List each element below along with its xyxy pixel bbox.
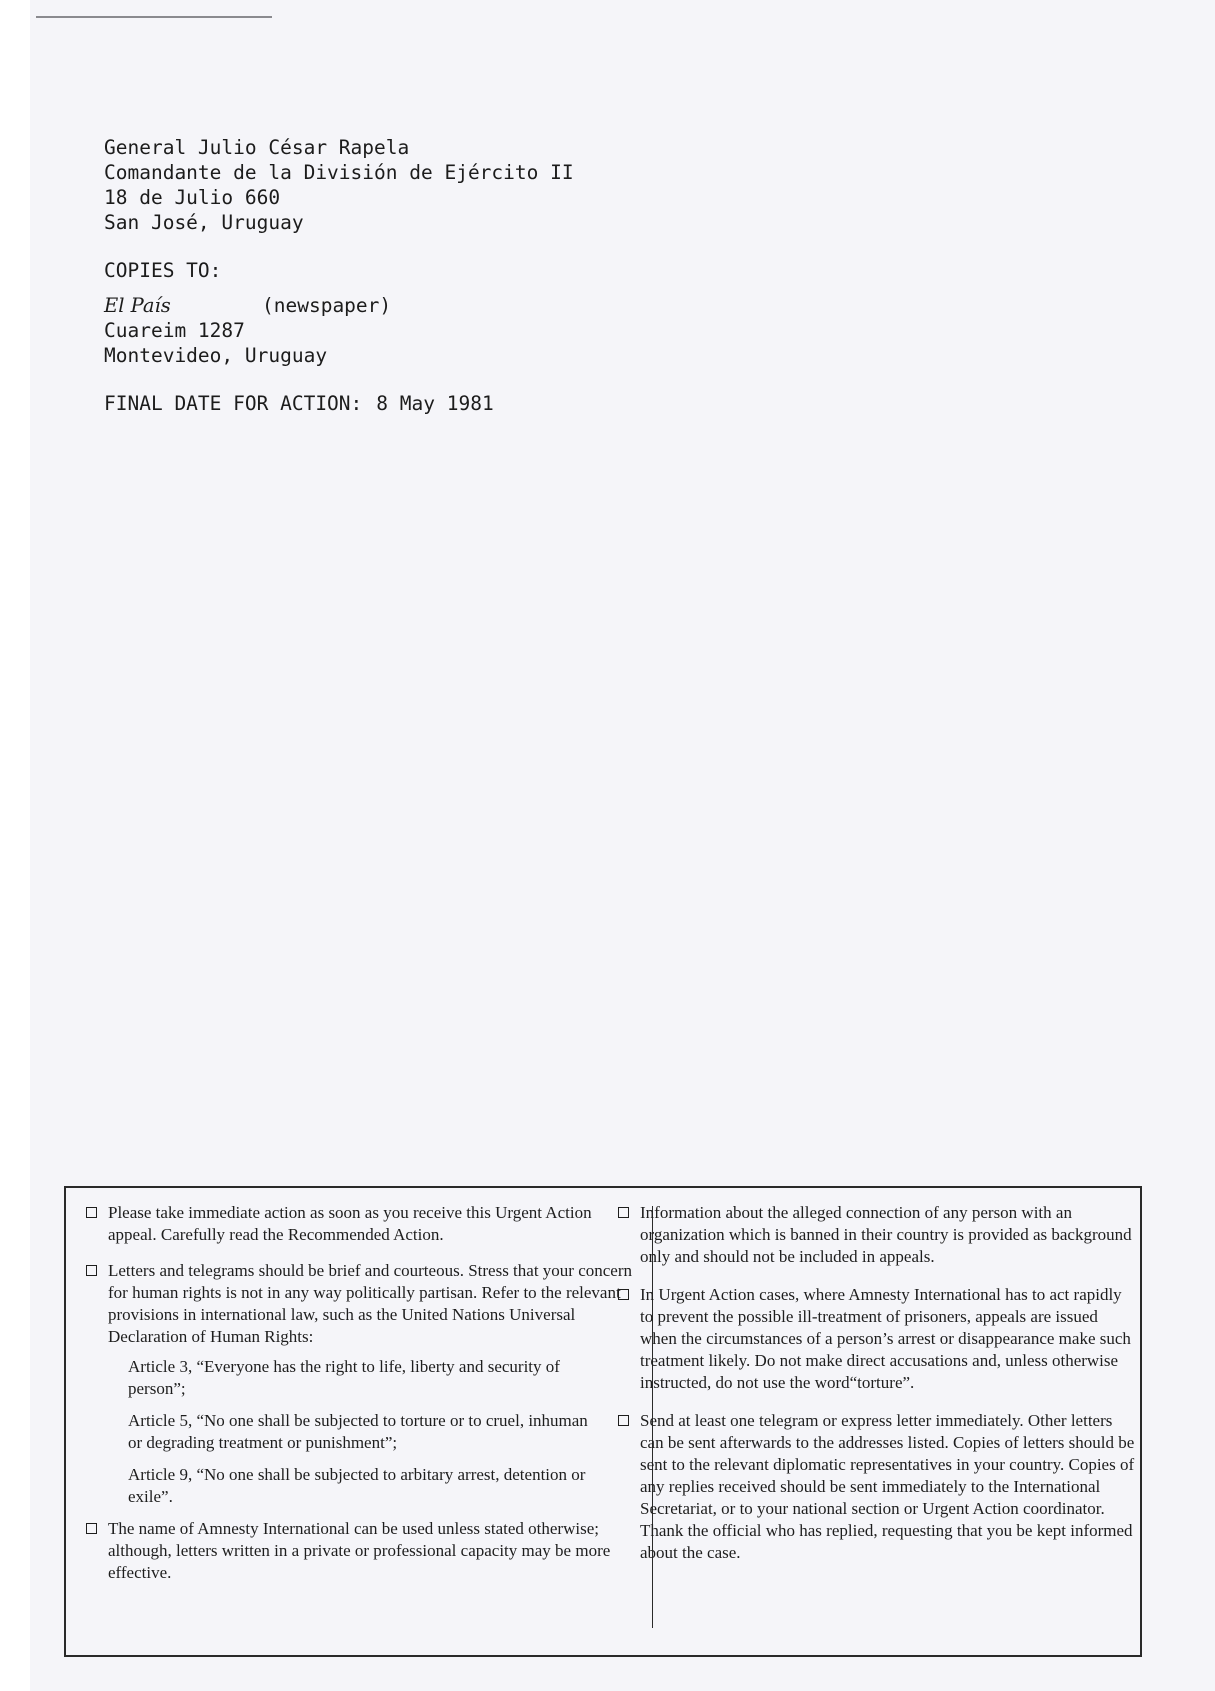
instruction-item <box>84 1260 634 1348</box>
instruction-text: Send at least one telegram or express letter immediately. Other letters can be sent afterwards to the addresses listed. Copies of letters should be sent to the relevant diplomatic representatives in your country. Copies of any replies received should be sent immediately to the International Secretariat, or to your national section or Urgent Action coordinator. Thank the official who has replied, requesting that you be kept informed about the case. <box>640 1411 1135 1562</box>
instruction-text: Letters and telegrams should be brief and courteous. Stress that your concern for human rights is not in any way politically partisan. Refer to the relevant provisions in international law, such as the United Nations Universal Declaration of Human Rights: <box>108 1261 633 1346</box>
address-line: San José, Uruguay <box>104 211 304 234</box>
instruction-text: The name of Amnesty International can be used unless stated otherwise; although, letters written in a private or professional capacity may be more effective. <box>108 1519 611 1582</box>
instruction-item <box>616 1202 1136 1268</box>
top-rule <box>36 16 272 18</box>
checkbox-icon <box>86 1265 97 1276</box>
instructions-right-column <box>616 1202 1136 1580</box>
checkbox-icon <box>86 1207 97 1218</box>
copies-address <box>104 293 391 368</box>
instruction-text: In Urgent Action cases, where Amnesty International has to act rapidly to prevent the possible ill-treatment of prisoners, appeals are issued when the circumstances of a person’s arrest or disappearance make such treatment likely. Do not make direct accusations and, unless otherwise instructed, do not use the word“torture”. <box>640 1285 1131 1392</box>
final-date-value: 8 May 1981 <box>376 392 494 415</box>
checkbox-icon <box>618 1289 629 1300</box>
newspaper-line <box>104 293 391 318</box>
instructions-box <box>64 1186 1142 1657</box>
final-date-for-action <box>104 391 494 416</box>
article-quote: Article 5, “No one shall be subjected to torture or to cruel, inhuman or degrading treatment or punishment”; <box>128 1411 588 1452</box>
copies-address-line: Montevideo, Uruguay <box>104 344 328 367</box>
copies-address-line: Cuareim 1287 <box>104 319 245 342</box>
checkbox-icon <box>618 1415 629 1426</box>
newspaper-name: El País <box>104 294 171 317</box>
newspaper-note: (newspaper) <box>262 294 392 317</box>
instruction-item <box>84 1202 634 1246</box>
instruction-item <box>84 1518 634 1584</box>
article-quote: Article 9, “No one shall be subjected to arbitary arrest, detention or exile”. <box>128 1465 586 1506</box>
instruction-item <box>616 1410 1136 1564</box>
address-line: 18 de Julio 660 <box>104 186 281 209</box>
instruction-item <box>616 1284 1136 1394</box>
address-line: Comandante de la División de Ejército II <box>104 161 574 184</box>
instruction-text: Please take immediate action as soon as you receive this Urgent Action appeal. Carefully read the Recommended Action. <box>108 1203 592 1244</box>
copies-to-label: COPIES TO: <box>104 259 222 282</box>
address-line: General Julio César Rapela <box>104 136 410 159</box>
instruction-text: Information about the alleged connection of any person with an organization which is banned in their country is provided as background only and should not be included in appeals. <box>640 1203 1132 1266</box>
article-quote: Article 3, “Everyone has the right to life, liberty and security of person”; <box>128 1357 560 1398</box>
checkbox-icon <box>86 1523 97 1534</box>
recipient-address <box>104 135 574 235</box>
final-date-label: FINAL DATE FOR ACTION: <box>104 392 363 415</box>
checkbox-icon <box>618 1207 629 1218</box>
instructions-left-column <box>84 1202 634 1598</box>
